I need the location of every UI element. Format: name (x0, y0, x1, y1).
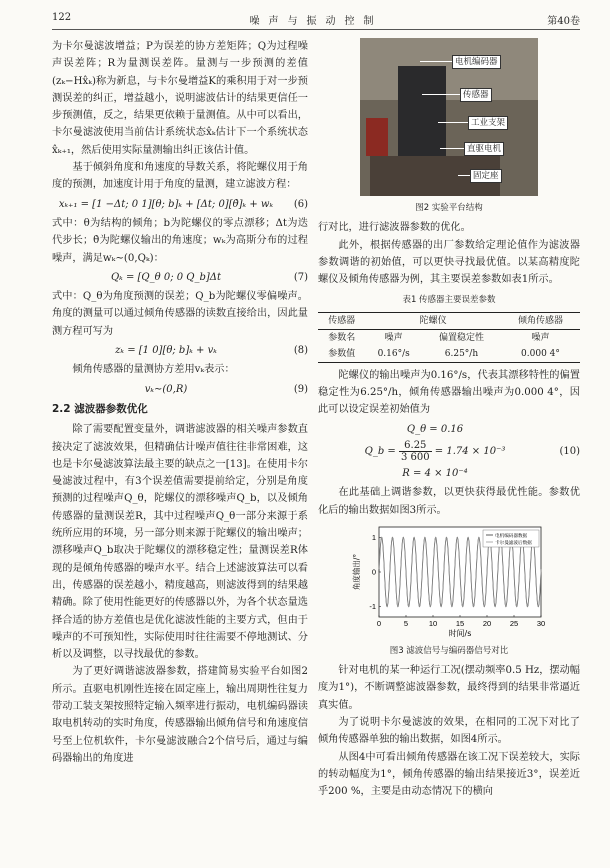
page-header (52, 10, 580, 28)
equation-body: zₖ = [1 0][θ; b]ₖ + vₖ (115, 345, 217, 357)
equation-10 (318, 440, 580, 463)
section-heading: 2.2 滤波器参数优化 (52, 402, 148, 415)
leader-line (458, 175, 470, 176)
table-cell: 参数名 (318, 329, 365, 346)
x-axis-label: 时间/s (448, 628, 472, 638)
table-cell: 偏置稳定性 (422, 329, 501, 346)
paragraph: 除了需要配置变量外，调谐滤波器的相关噪声参数直接决定了滤波效果，但精确估计噪声值往往非常困难，这也是卡尔曼滤波算法最主要的缺点之一[13]。在使用卡尔曼滤波过程中，有3个误差值需要提前给定，分别是角度预测的过程噪声Q_θ，陀螺仪的漂移噪声Q_b，以及倾角传感器的量测误差R，其中过程噪声Q_θ一部分来源于系统所应用的环境，另一部分则来源于陀螺仪的输出噪声；漂移噪声Q_b取决于陀螺仪的漂移稳定性；量测误差R体现的是倾角传感器的噪声水平。结合上述滤波算法可以看出，传感器的误差越小，精度越高，则滤波得到的结果越精确。除了使用性能更好的传感器以外，为各个状态量选择合适的协方差值也是优化滤波性能的主要方式，但由于噪声的不可预知性，实际使用时往往需要不停地测试、分析以及调整，以寻找最优的参数。 (52, 424, 308, 661)
table-cell: 噪声 (501, 329, 580, 346)
paragraph: 针对电机的某一种运行工况(摆动频率0.5 Hz，摆动幅度为1°)，不断调整滤波器参数，最终得到的结果非常逼近真实值。 (318, 665, 580, 711)
x-tick-label: 5 (403, 618, 409, 628)
paragraph: 为了更好调谐滤波器参数，搭建简易实验平台如图2所示。直驱电机刚性连接在固定座上，输出周期性往复力带动工装支架按照特定输入频率进行振动，电机编码器读取电机转动的实时角度，传感器输出倾角信号和角速度信号至上位机软件，卡尔曼滤波融合2个信号后，通过与编码器输出的角度进 (52, 666, 308, 764)
table-header-cell: 陀螺仪 (365, 312, 501, 329)
equation-7 (52, 269, 308, 286)
y-axis-label: 角度输出/° (352, 553, 361, 590)
table-cell: 0.16°/s (365, 346, 422, 363)
x-tick-label: 20 (482, 618, 492, 628)
right-column (318, 38, 580, 801)
photo-machine (398, 66, 446, 168)
equation-lhs: Q_b = (364, 445, 399, 457)
equation-number: (10) (559, 445, 580, 457)
journal-title: 噪声与振动控制 (249, 16, 383, 27)
table-header-cell: 传感器 (318, 312, 365, 329)
sensor-error-table (318, 312, 580, 363)
volume-label: 第40卷 (547, 16, 580, 27)
table-header-cell: 倾角传感器 (501, 312, 580, 329)
leader-line (420, 61, 452, 62)
y-tick-label: 1 (371, 532, 376, 542)
leader-line (440, 148, 464, 149)
left-column (52, 38, 308, 767)
label-base: 固定座 (470, 169, 502, 183)
label-sensor: 传感器 (460, 88, 492, 102)
equation-9 (52, 381, 308, 398)
paragraph: 倾角传感器的量测协方差用vₖ表示： (72, 364, 235, 376)
equation-qtheta (318, 421, 580, 438)
leader-line (422, 94, 460, 95)
page-number: 122 (52, 12, 72, 23)
table-cell: 噪声 (365, 329, 422, 346)
table-cell: 参数值 (318, 346, 365, 363)
leader-line (438, 122, 468, 123)
photo-background (360, 38, 538, 100)
equation-body: vₖ∼(0,R) (144, 383, 188, 395)
paragraph: 此外，根据传感器的出厂参数给定理论值作为滤波器参数调谐的初始值，可以更快寻找最优值。以某高精度陀螺仪及倾角传感器为例，其主要误差参数如表1所示。 (318, 239, 580, 286)
y-tick-label: 0 (371, 567, 376, 577)
equation-body: R = 4 × 10⁻⁴ (402, 467, 468, 479)
experiment-photo (360, 38, 538, 196)
equation-body: Q_θ = 0.16 (406, 423, 464, 435)
paragraph: 为卡尔曼滤波增益；P为误差的协方差矩阵；Q为过程噪声误差阵；R为量测误差阵。量测与一步预测的差值(zₖ−Hx̂ₖ)称为新息，与卡尔曼增益K的乘积用于对一步预测误差的纠正，增益越小，说明滤波估计的结果更信任一步预测值，反之，结果更依赖于量测值。从中可以看出，卡尔曼滤波使用当前估计系统状态x̂ₖ估计下一个系统状态x̂ₖ₊₁，然后使用实际量测输出纠正该估计值。 (52, 41, 308, 156)
table-caption: 表1 传感器主要误差参数 (402, 295, 496, 306)
equation-number: (9) (293, 383, 308, 395)
equation-rhs: = 1.74 × 10⁻³ (434, 445, 506, 457)
photo-red-block (366, 118, 388, 156)
paragraph: 式中：Q_θ为角度预测的误差；Q_b为陀螺仪零偏噪声。角度的测量可以通过倾角传感器的读数直接给出，因此量测方程可写为 (52, 291, 308, 337)
signal-comparison-chart (349, 521, 549, 639)
paragraph: 式中：θ为结构的倾角；b为陀螺仪的零点漂移；Δt为迭代步长；θ̇为陀螺仪输出的角速度；wₖ为高斯分布的过程噪声，满足wₖ∼(0,Qₖ)： (52, 217, 308, 264)
figure-caption: 图3 滤波信号与编码器信号对比 (389, 645, 509, 656)
paragraph: 陀螺仪的输出噪声为0.16°/s，代表其漂移特性的偏置稳定性为6.25°/h，倾角传感器输出噪声为0.000 4°，因此可以设定误差初始值为 (318, 369, 580, 416)
equation-body: Qₖ = [Q_θ 0; 0 Q_b]Δt (110, 271, 222, 283)
label-encoder: 电机编码器 (452, 55, 501, 69)
paragraph: 从图4中可看出倾角传感器在该工况下误差较大，实际的转动幅度为1°，倾角传感器的输出结果接近3°，误差近乎200 %，主要是由动态情况下的横向 (318, 751, 580, 798)
equation-8 (52, 342, 308, 359)
equation-number: (8) (293, 345, 308, 357)
legend-entry: 电机编码器数据 (495, 533, 528, 539)
x-tick-label: 25 (509, 618, 519, 628)
figure-caption: 图2 实验平台结构 (415, 203, 483, 213)
equation-number: (7) (293, 271, 308, 283)
equation-body: xₖ₊₁ = [1 −Δt; 0 1][θ; b]ₖ + [Δt; 0][θ̇]ₖ + wₖ (58, 198, 274, 210)
label-motor: 直驱电机 (464, 142, 504, 156)
label-bracket: 工业支架 (468, 116, 508, 130)
y-tick-label: -1 (369, 601, 376, 611)
fraction-denominator: 3 600 (400, 451, 430, 463)
paragraph: 行对比，进行滤波器参数的优化。 (318, 222, 471, 234)
equation-6 (52, 196, 308, 213)
paragraph: 在此基础上调谐参数，以更快获得最优性能。参数优化后的输出数据如图3所示。 (318, 487, 580, 516)
legend-entry: 卡尔曼滤波后数据 (495, 540, 532, 546)
header-rule (52, 29, 580, 30)
equation-number: (6) (293, 198, 308, 210)
paragraph: 为了说明卡尔曼滤波的效果，在相同的工况下对比了倾角传感器单独的输出数据，如图4所示。 (318, 717, 580, 746)
fraction-numerator: 6.25 (399, 440, 432, 452)
equation-r (318, 465, 580, 482)
x-tick-label: 30 (536, 618, 546, 628)
x-tick-label: 10 (428, 618, 438, 628)
x-tick-label: 15 (455, 618, 465, 628)
paragraph: 基于倾斜角度和角速度的导数关系，将陀螺仪用于角度的预测，加速度计用于角度的量测，建立滤波方程： (52, 162, 308, 191)
fraction (399, 440, 432, 463)
table-cell: 6.25°/h (422, 346, 501, 363)
x-tick-label: 0 (376, 618, 382, 628)
table-cell: 0.000 4° (501, 346, 580, 363)
